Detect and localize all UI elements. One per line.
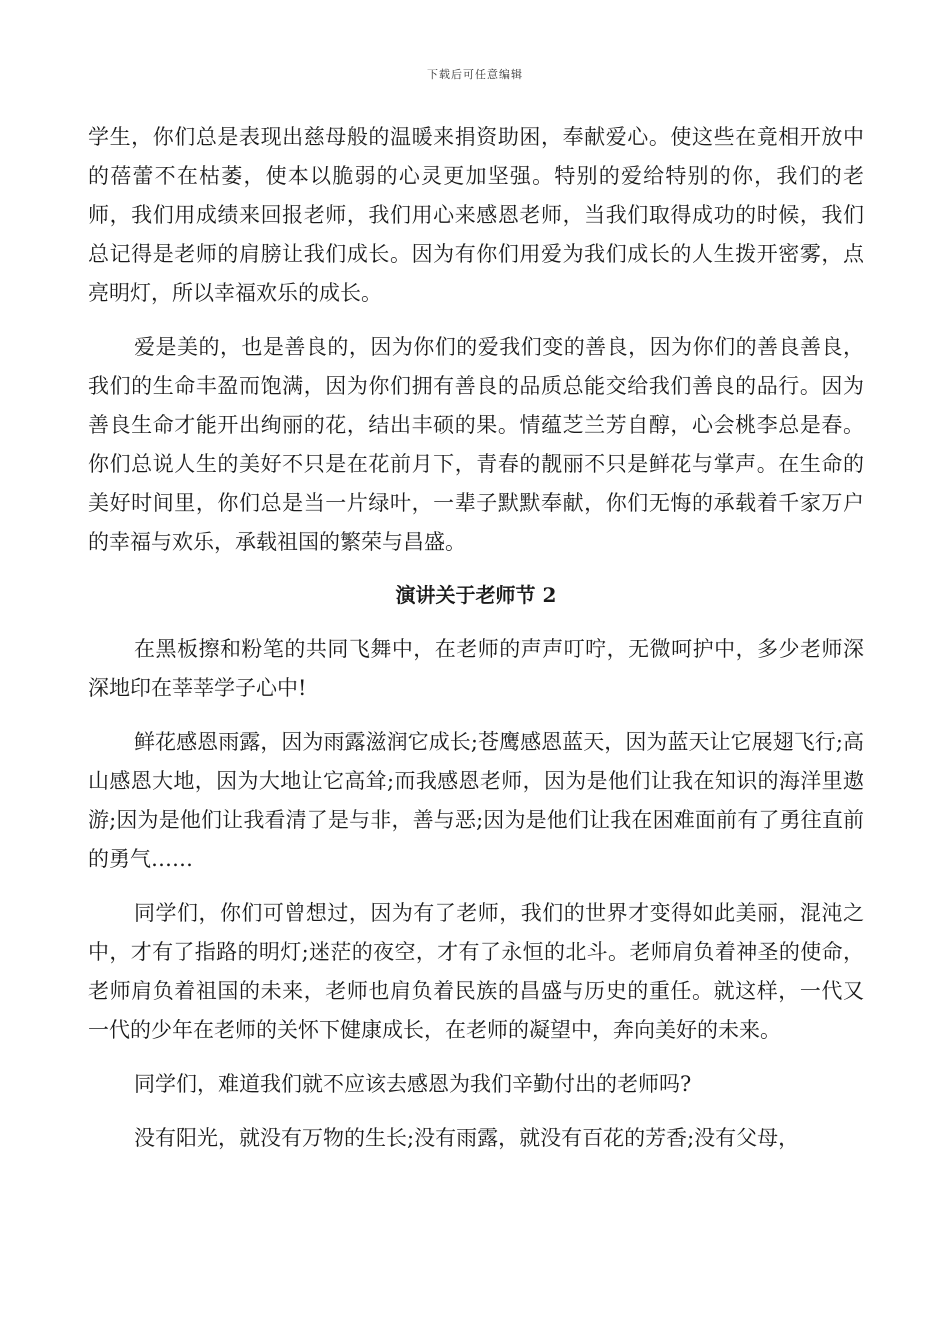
paragraph-6: 同学们，难道我们就不应该去感恩为我们辛勤付出的老师吗? xyxy=(134,1072,692,1096)
document-body xyxy=(88,118,864,1158)
section-heading: 演讲关于老师节 2 xyxy=(395,583,557,607)
paragraph-5: 同学们，你们可曾想过，因为有了老师，我们的世界才变得如此美丽，混沌之中，才有了指路的明灯;迷茫的夜空，才有了永恒的北斗。老师肩负着神圣的使命，老师肩负着祖国的未来，老师也肩负着民族的昌盛与历史的重任。就这样，一代又一代的少年在老师的关怀下健康成长，在老师的凝望中，奔向美好的未来。 xyxy=(88,901,864,1042)
paragraph-4: 鲜花感恩雨露，因为雨露滋润它成长;苍鹰感恩蓝天，因为蓝天让它展翅飞行;高山感恩大地，因为大地让它高耸;而我感恩老师，因为是他们让我在知识的海洋里遨游;因为是他们让我看清了是与非，善与恶;因为是他们让我在困难面前有了勇往直前的勇气…… xyxy=(88,730,864,871)
paragraph-3: 在黑板擦和粉笔的共同飞舞中，在老师的声声叮咛，无微呵护中，多少老师深深地印在莘莘学子心中! xyxy=(88,637,864,700)
paragraph-1: 学生，你们总是表现出慈母般的温暖来捐资助困，奉献爱心。使这些在竟相开放中的蓓蕾不在枯萎，使本以脆弱的心灵更加坚强。特别的爱给特别的你，我们的老师，我们用成绩来回报老师，我们用心来感恩老师，当我们取得成功的时候，我们总记得是老师的肩膀让我们成长。因为有你们用爱为我们成长的人生拨开密雾，点亮明灯，所以幸福欢乐的成长。 xyxy=(88,125,864,305)
page-header: 下载后可任意编辑 xyxy=(427,68,523,81)
paragraph-7: 没有阳光，就没有万物的生长;没有雨露，就没有百花的芳香;没有父母， xyxy=(134,1126,800,1150)
paragraph-2: 爱是美的，也是善良的，因为你们的爱我们变的善良，因为你们的善良善良，我们的生命丰盈而饱满，因为你们拥有善良的品质总能交给我们善良的品行。因为善良生命才能开出绚丽的花，结出丰硕的果。情蕴芝兰芳自醇，心会桃李总是春。你们总说人生的美好不只是在花前月下，青春的靓丽不只是鲜花与掌声。在生命的美好时间里，你们总是当一片绿叶，一辈子默默奉献，你们无悔的承载着千家万户的幸福与欢乐，承载祖国的繁荣与昌盛。 xyxy=(88,335,864,554)
